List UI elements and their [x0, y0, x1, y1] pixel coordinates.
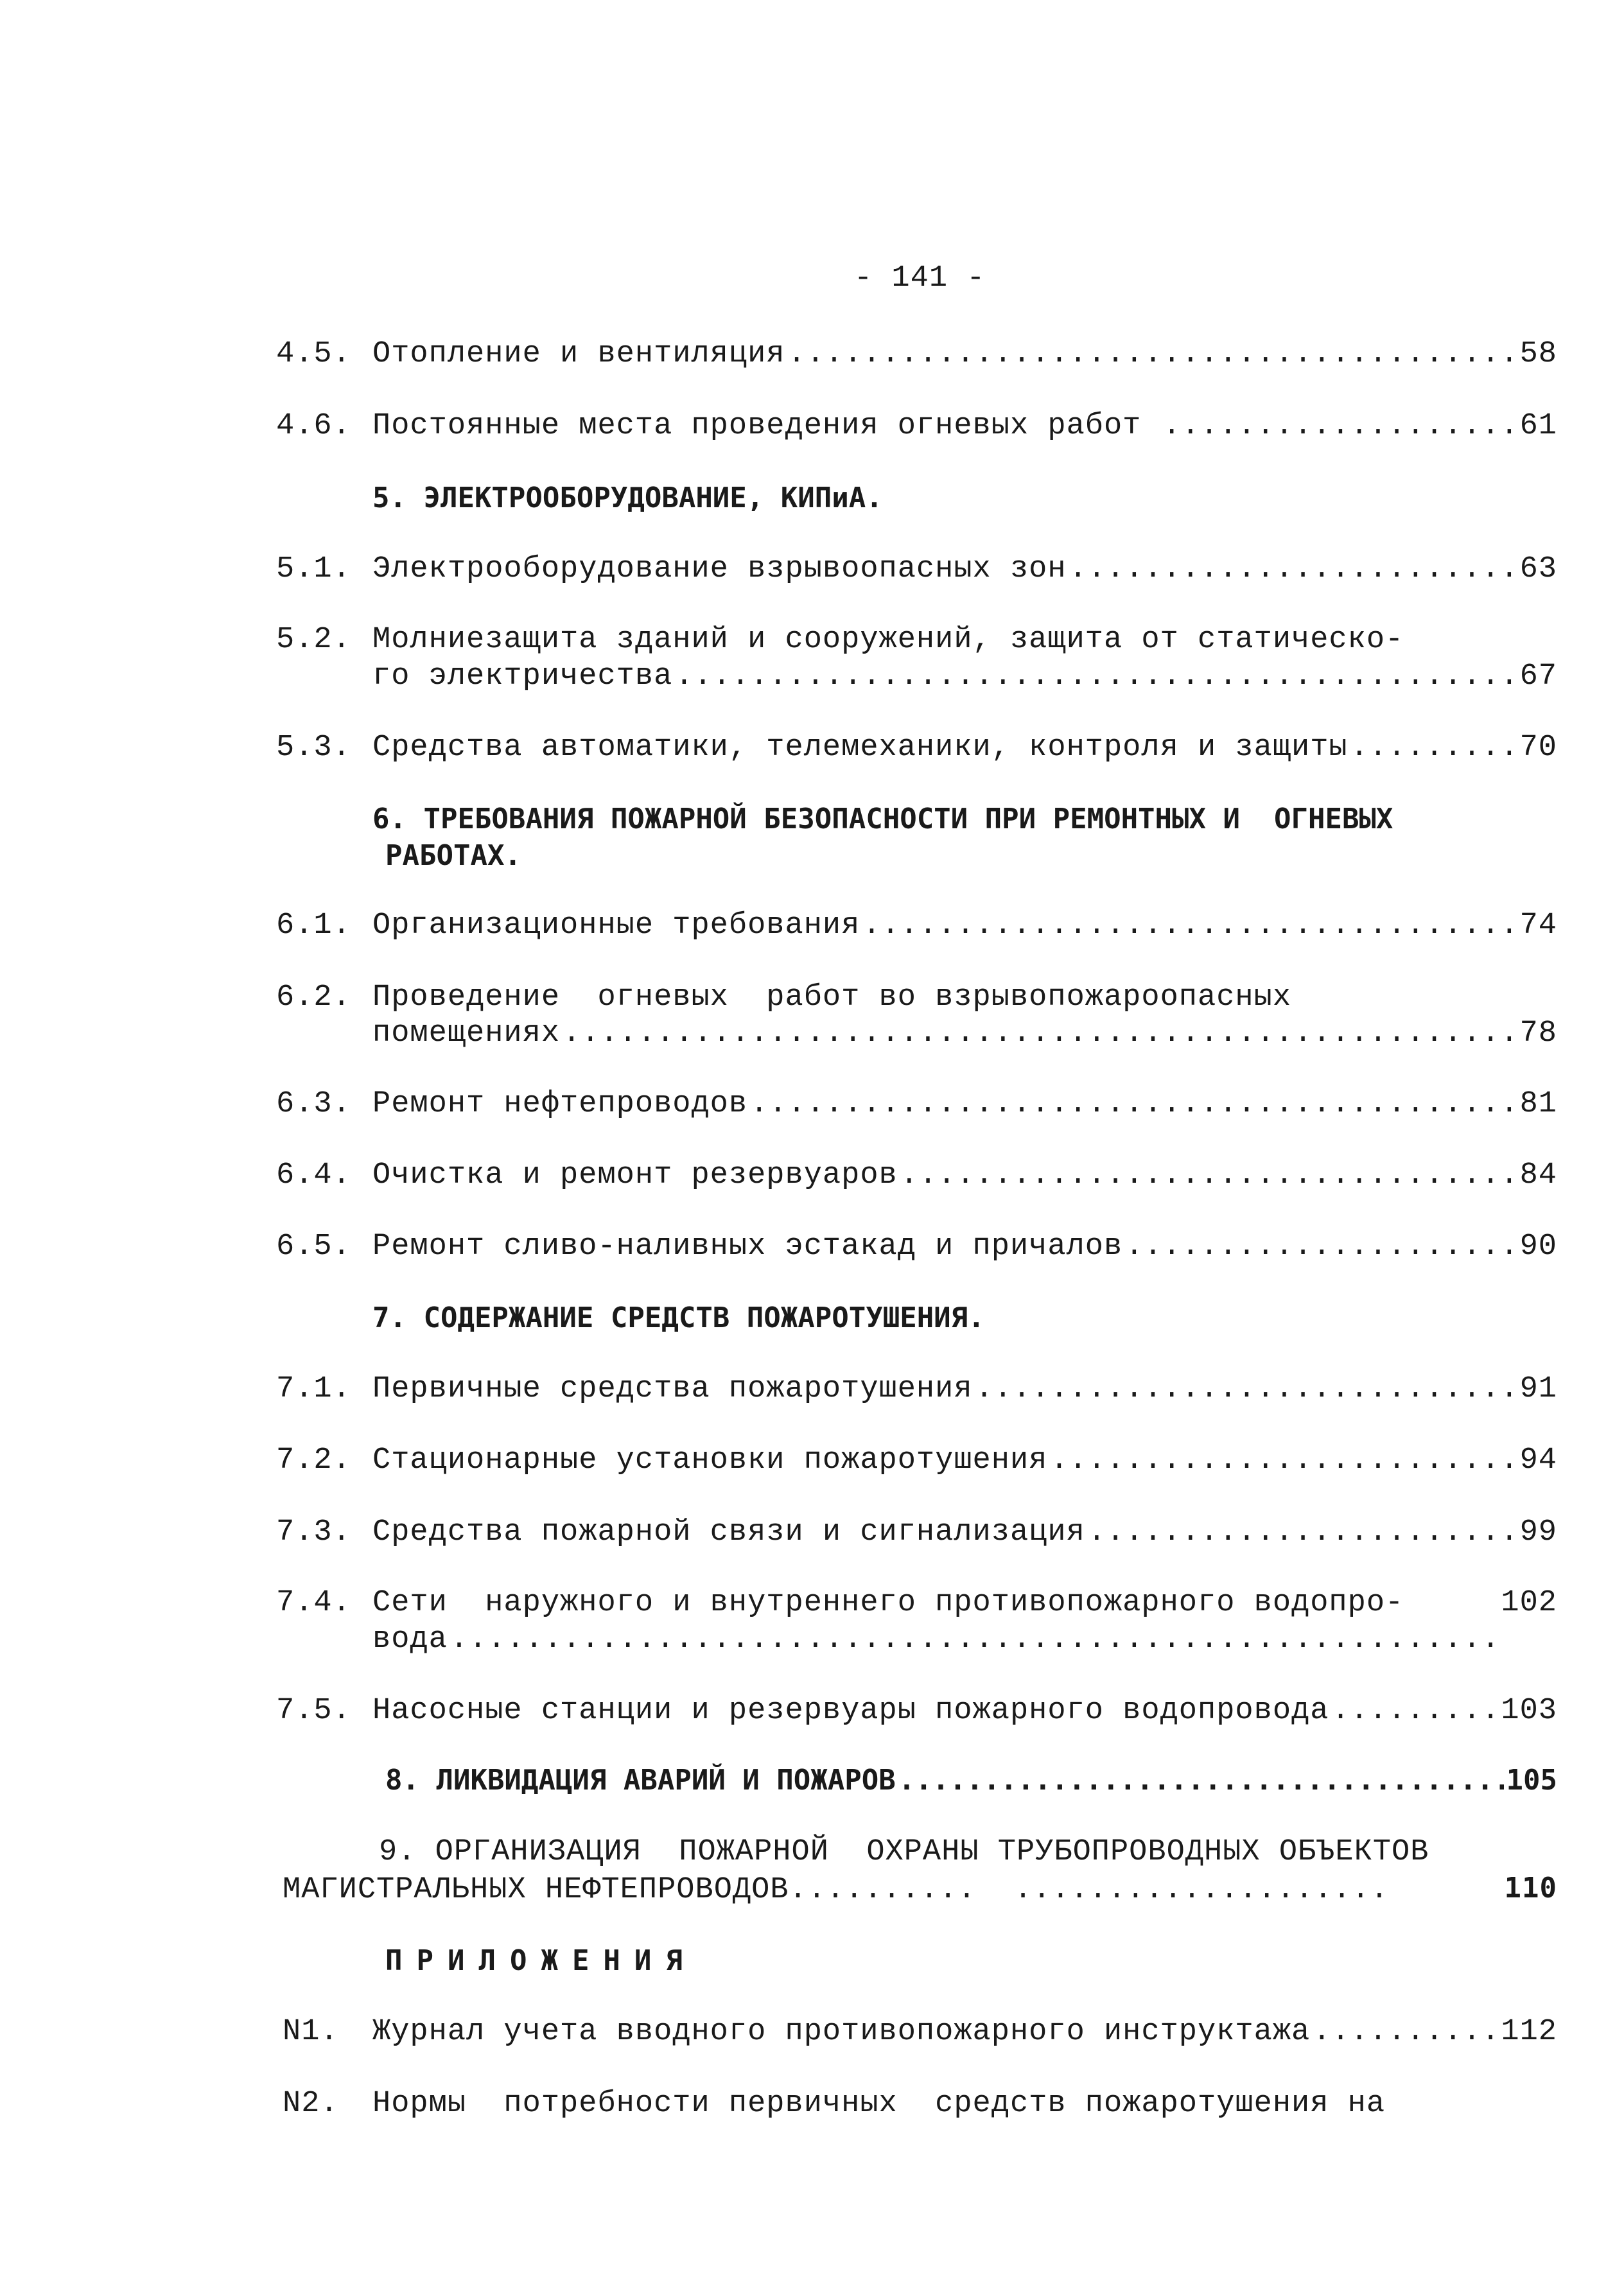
- page-number: - 141 -: [854, 261, 986, 295]
- toc-entry-title: Электрооборудование взрывоопасных зон: [372, 552, 1067, 586]
- toc-entry: [276, 1230, 1557, 1264]
- toc-entry-title: Молниезащита зданий и сооружений, защита от статическо-: [372, 623, 1404, 657]
- toc-entry-title-cont: вода: [372, 1623, 448, 1657]
- dot-leader: [862, 909, 1517, 943]
- dot-leader: [1069, 552, 1517, 586]
- toc-entry: [276, 1372, 1557, 1406]
- toc-entry-page: 102: [1501, 1586, 1557, 1620]
- toc-entry-continuation: [372, 1016, 1557, 1050]
- section-heading-6-cont: РАБОТАХ.: [385, 839, 521, 872]
- dot-leader: [450, 1623, 1506, 1657]
- toc-entry: [276, 1515, 1557, 1549]
- section-heading-7: 7. СОДЕРЖАНИЕ СРЕДСТВ ПОЖАРОТУШЕНИЯ.: [372, 1302, 985, 1334]
- toc-entry: [276, 1586, 1557, 1620]
- dot-leader: [1331, 1694, 1498, 1728]
- toc-entry-title: Отопление и вентиляция: [372, 337, 785, 371]
- toc-entry: [276, 909, 1557, 943]
- toc-entry-page: 70: [1519, 731, 1557, 765]
- dot-leader: [1313, 2015, 1498, 2049]
- toc-entry-page: 74: [1519, 909, 1557, 943]
- toc-entry-title: Насосные станции и резервуары пожарного водопровода: [372, 1694, 1329, 1728]
- toc-entry-number: 6.5.: [276, 1230, 351, 1264]
- dot-leader: [1125, 1230, 1517, 1264]
- toc-entry-title: Организационные требования: [372, 909, 860, 943]
- toc-entry: [276, 409, 1557, 443]
- toc-entry: [276, 1443, 1557, 1477]
- dot-leader: [900, 1158, 1517, 1192]
- toc-entry-page: 99: [1519, 1515, 1557, 1549]
- section-8-page: 105: [1506, 1764, 1557, 1797]
- toc-entry-page: 84: [1519, 1158, 1557, 1192]
- toc-entry-page: 81: [1519, 1087, 1557, 1121]
- appendix-entry-number: N1.: [283, 2015, 339, 2049]
- toc-entry-title: Ремонт сливо-наливных эстакад и причалов: [372, 1230, 1123, 1264]
- appendix-entry: [283, 2015, 1557, 2049]
- toc-entry: [276, 623, 1557, 657]
- dot-leader: [1350, 731, 1517, 765]
- dot-leader: [1050, 1443, 1517, 1477]
- dot-leader: [675, 659, 1517, 693]
- toc-entry: [276, 731, 1557, 765]
- toc-entry-number: 6.3.: [276, 1087, 351, 1121]
- toc-entry-number: 7.3.: [276, 1515, 351, 1549]
- section-heading-9-cont: [283, 1872, 1557, 1907]
- toc-entry-title-cont: помещениях: [372, 1016, 561, 1050]
- toc-entry-number: 5.3.: [276, 731, 351, 765]
- toc-entry-title: Постоянные места проведения огневых работ: [372, 409, 1160, 443]
- appendix-entry-number: N2.: [283, 2087, 339, 2121]
- appendix-entry: [283, 2087, 1557, 2121]
- toc-entry-page: 94: [1519, 1443, 1557, 1477]
- dot-leader: [1163, 409, 1517, 443]
- appendix-entry-title: Журнал учета вводного противопожарного инструктажа: [372, 2015, 1311, 2049]
- toc-entry-title-cont: го электричества: [372, 659, 673, 693]
- toc-entry-number: 7.1.: [276, 1372, 351, 1406]
- section-heading-6: 6. ТРЕБОВАНИЯ ПОЖАРНОЙ БЕЗОПАСНОСТИ ПРИ РЕМОНТНЫХ И ОГНЕВЫХ: [372, 803, 1393, 835]
- dot-leader: [788, 337, 1517, 371]
- appendix-heading: ПРИЛОЖЕНИЯ: [385, 1944, 697, 1977]
- toc-entry-page: 61: [1519, 409, 1557, 443]
- toc-entry: [276, 1087, 1557, 1121]
- toc-entry-title: Стационарные установки пожаротушения: [372, 1443, 1048, 1477]
- toc-entry-title: Сети наружного и внутреннего противопожарного водопро-: [372, 1586, 1404, 1620]
- toc-entry: [276, 552, 1557, 586]
- toc-entry-page: 91: [1519, 1372, 1557, 1406]
- dot-leader: [975, 1372, 1517, 1406]
- toc-entry: [276, 1158, 1557, 1192]
- toc-entry-title: Ремонт нефтепроводов: [372, 1087, 748, 1121]
- section-heading-8: [385, 1764, 1557, 1797]
- toc-entry-number: 6.4.: [276, 1158, 351, 1192]
- toc-entry: [276, 337, 1557, 371]
- section-9-page: 110: [1504, 1872, 1557, 1904]
- dot-leader: [1088, 1515, 1517, 1549]
- appendix-entry-page: 112: [1501, 2015, 1557, 2049]
- toc-entry-number: 5.1.: [276, 552, 351, 586]
- toc-entry-number: 4.5.: [276, 337, 351, 371]
- toc-entry-continuation: [372, 1623, 1509, 1657]
- section-9-title-cont: МАГИСТРАЛЬНЫХ НЕФТЕПРОВОДОВ.......... ....................: [283, 1873, 1390, 1907]
- toc-entry-number: 6.1.: [276, 909, 351, 943]
- toc-entry-title: Средства автоматики, телемеханики, контроля и защиты: [372, 731, 1348, 765]
- toc-entry-page: 78: [1519, 1016, 1557, 1050]
- section-heading-5: 5. ЭЛЕКТРООБОРУДОВАНИЕ, КИПиА.: [372, 482, 883, 514]
- toc-entry-title: Средства пожарной связи и сигнализация: [372, 1515, 1085, 1549]
- toc-entry-page: 67: [1519, 659, 1557, 693]
- toc-entry: [276, 980, 1557, 1015]
- toc-entry-number: 7.5.: [276, 1694, 351, 1728]
- dot-leader: [898, 1764, 1504, 1797]
- toc-entry-title: Проведение огневых работ во взрывопожароопасных: [372, 980, 1292, 1015]
- toc-entry-page: 90: [1519, 1230, 1557, 1264]
- dot-leader: [750, 1087, 1517, 1121]
- appendix-entry-title: Нормы потребности первичных средств пожаротушения на: [372, 2087, 1386, 2121]
- toc-entry-page: 58: [1519, 337, 1557, 371]
- toc-entry-continuation: [372, 659, 1557, 693]
- section-heading-9: 9. ОРГАНИЗАЦИЯ ПОЖАРНОЙ ОХРАНЫ ТРУБОПРОВОДНЫХ ОБЪЕКТОВ: [379, 1835, 1429, 1869]
- toc-entry-page: 63: [1519, 552, 1557, 586]
- dot-leader: [563, 1016, 1517, 1050]
- toc-entry-title: Первичные средства пожаротушения: [372, 1372, 973, 1406]
- toc-entry-number: 7.4.: [276, 1586, 351, 1620]
- toc-entry-title: Очистка и ремонт резервуаров: [372, 1158, 898, 1192]
- toc-entry: [276, 1694, 1557, 1728]
- toc-entry-number: 7.2.: [276, 1443, 351, 1477]
- toc-entry-number: 5.2.: [276, 623, 351, 657]
- toc-entry-number: 4.6.: [276, 409, 351, 443]
- section-8-title: 8. ЛИКВИДАЦИЯ АВАРИЙ И ПОЖАРОВ: [385, 1764, 896, 1797]
- toc-entry-number: 6.2.: [276, 980, 351, 1015]
- toc-entry-page: 103: [1501, 1694, 1557, 1728]
